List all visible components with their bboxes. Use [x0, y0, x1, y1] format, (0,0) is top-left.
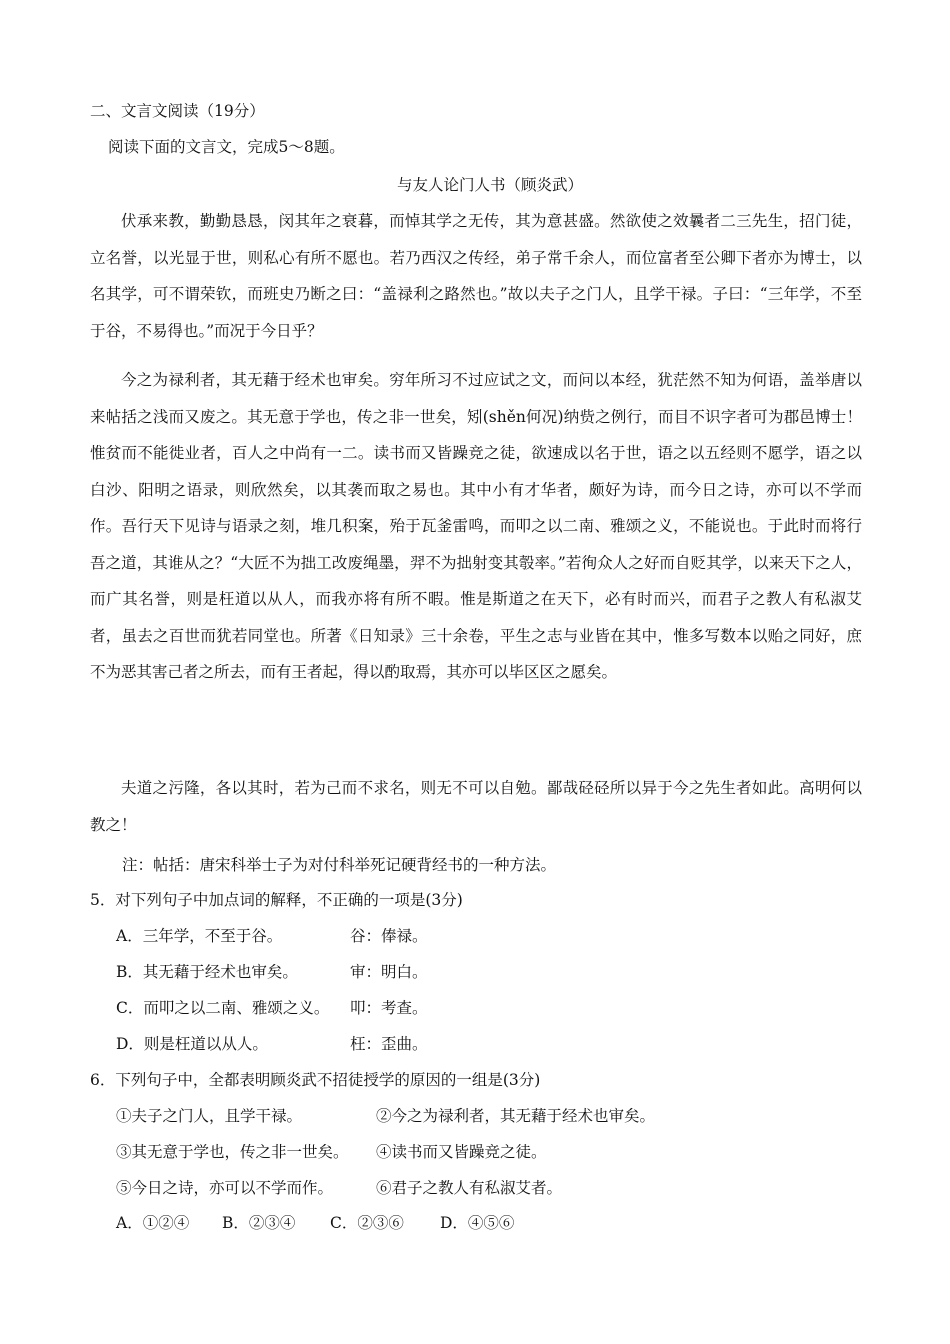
question-6-item-2: ②今之为禄利者，其无藉于经术也审矣。 [376, 1107, 656, 1125]
question-5-option-a-gloss: 谷：俸禄。 [350, 927, 428, 945]
article-paragraph-1: 伏承来教，勤勤恳恳，闵其年之衰暮，而悼其学之无传，其为意甚盛。然欲使之效曩者二三先生，招门徒，立名誉，以光显于世，则私心有所不愿也。若乃西汉之传经，弟子常千余人，而位富者至公卿下者亦为博士，以名其学，可不谓荣钦，而班史乃断之曰：“盖禄利之路然也。”故以夫子之门人，且学干禄。子曰：“三年学，不至于谷，不易得也。”而况于今日乎？ [90, 212, 862, 340]
question-6-choice-a: A．①②④ [116, 1214, 190, 1232]
article-title: 与友人论门人书（顾炎武） [396, 176, 583, 194]
question-6-item-4: ④读书而又皆躁竞之徒。 [376, 1143, 547, 1161]
question-5-option-b: B．其无藉于经术也审矣。 [116, 963, 298, 981]
question-6-stem: 6．下列句子中，全都表明顾炎武不招徒授学的原因的一组是(3分) [90, 1071, 541, 1089]
question-5-option-a: A．三年学，不至于谷。 [116, 927, 283, 945]
question-6-choice-c: C．②③⑥ [330, 1214, 404, 1232]
section-instruction: 阅读下面的文言文，完成5～8题。 [108, 138, 345, 156]
question-5-stem: 5．对下列句子中加点词的解释，不正确的一项是(3分) [90, 891, 463, 909]
section-heading: 二、文言文阅读（19分） [90, 102, 265, 120]
question-6-choice-d: D．④⑤⑥ [440, 1214, 515, 1232]
question-6-item-5: ⑤今日之诗，亦可以不学而作。 [116, 1179, 334, 1197]
article-paragraph-3: 夫道之污隆，各以其时，若为己而不求名，则无不可以自勉。鄙哉硁硁所以异于今之先生者如此。高明何以教之！ [90, 779, 862, 834]
question-5-option-c: C．而叩之以二南、雅颂之义。 [116, 999, 330, 1017]
article-note: 注：帖括：唐宋科举士子为对付科举死记硬背经书的一种方法。 [122, 856, 557, 874]
question-6-item-1: ①夫子之门人，且学干禄。 [116, 1107, 303, 1125]
question-6-item-3: ③其无意于学也，传之非一世矣。 [116, 1143, 349, 1161]
question-5-option-d: D．则是枉道以从人。 [116, 1035, 268, 1053]
question-6-item-6: ⑥君子之教人有私淑艾者。 [376, 1179, 563, 1197]
article-paragraph-2: 今之为禄利者，其无藉于经术也审矣。穷年所习不过应试之文，而问以本经，犹茫然不知为何语，盖举唐以来帖括之浅而又废之。其无意于学也，传之非一世矣，矧(shěn何况)纳赀之例行，而目不识字者可为郡邑博士！惟贫而不能徙业者，百人之中尚有一二。读书而又皆躁竞之徒，欲速成以名于世，语之以五经则不愿学，语之以白沙、阳明之语录，则欣然矣，以其袭而取之易也。其中小有才华者，颇好为诗，而今日之诗，亦可以不学而作。吾行天下见诗与语录之刻，堆几积案，殆于瓦釜雷鸣，而叩之以二南、雅颂之义，不能说也。于此时而将行吾之道，其谁从之？“大匠不为拙工改废绳墨，羿不为拙射变其彀率。”若徇众人之好而自贬其学，以来天下之人，而广其名誉，则是枉道以从人，而我亦将有所不暇。惟是斯道之在天下，必有时而兴，而君子之教人有私淑艾者，虽去之百世而犹若同堂也。所著《日知录》三十余卷，平生之志与业皆在其中，惟多写数本以贻之同好，庶不为恶其害己者之所去，而有王者起，得以酌取焉，其亦可以毕区区之愿矣。 [90, 371, 862, 681]
question-5-option-d-gloss: 枉：歪曲。 [350, 1035, 428, 1053]
question-6-choice-b: B．②③④ [222, 1214, 296, 1232]
question-5-option-b-gloss: 审：明白。 [350, 963, 428, 981]
question-5-option-c-gloss: 叩：考查。 [350, 999, 428, 1017]
